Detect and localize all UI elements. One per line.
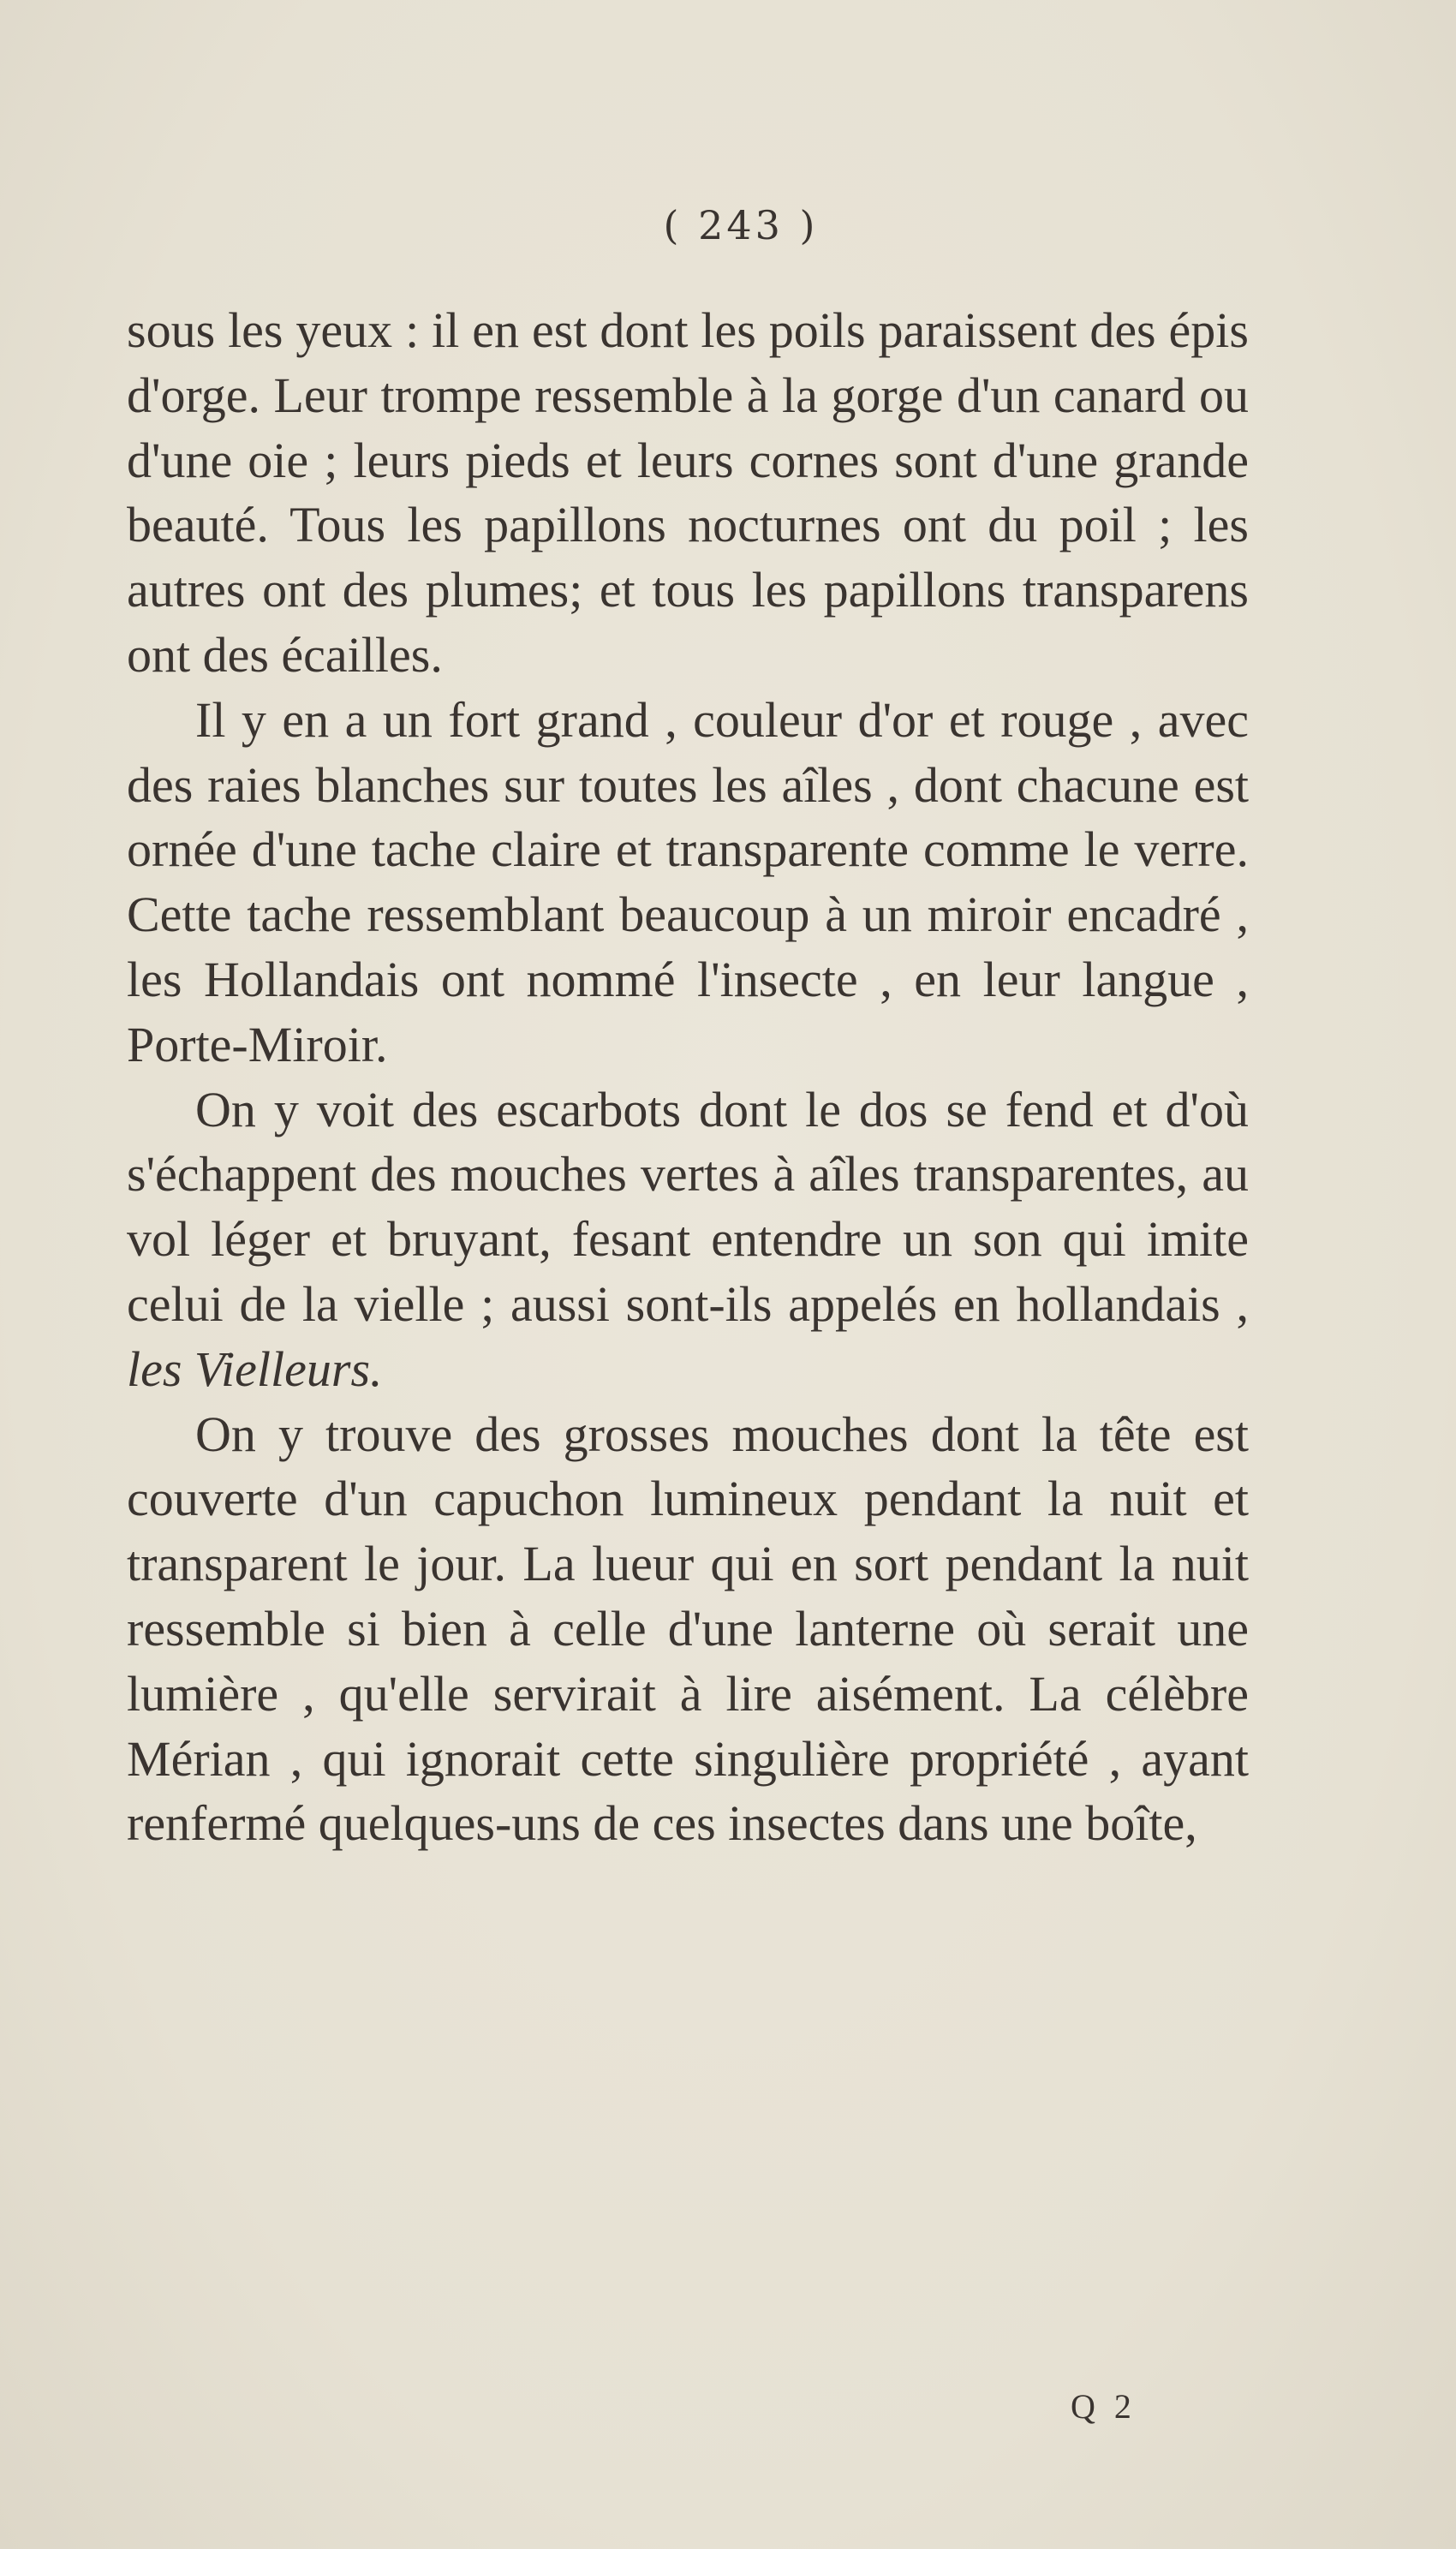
body-text [127, 298, 1249, 1856]
signature-mark: Q 2 [1071, 2387, 1137, 2426]
paragraph-1-text: sous les yeux : il en est dont les poils paraissent des épis d'orge. Leur trompe ressemble à la gorge d'un canard ou d'une oie ; leurs pieds et leurs cornes sont d'une grande beauté. Tous les papillons nocturnes ont du poil ; les autres ont des plumes; et tous les papillons transparens ont des écailles. [127, 302, 1249, 683]
paragraph-1 [127, 298, 1249, 688]
paragraph-4 [127, 1402, 1249, 1857]
paragraph-4-text: On y trouve des grosses mouches dont la tête est couverte d'un capuchon lumineux pendant la nuit et transparent le jour. La lueur qui en sort pendant la nuit ressemble si bien à celle d'une lanterne où serait une lumière , qu'elle servirait à lire aisément. La célèbre Mérian , qui ignorait cette singulière propriété , ayant renfermé quelques-uns de ces insectes dans une boîte, [127, 1406, 1249, 1852]
paragraph-2 [127, 688, 1249, 1078]
paragraph-3 [127, 1078, 1249, 1402]
paragraph-3-text: On y voit des escarbots dont le dos se fend et d'où s'échappent des mouches vertes à aîles transparentes, au vol léger et bruyant, fesant entendre un son qui imite celui de la vielle ; aussi sont-ils appelés en hollandais , [127, 1081, 1249, 1332]
paragraph-3-italic: les Vielleurs. [127, 1340, 383, 1397]
page-number: ( 243 ) [663, 202, 819, 248]
paragraph-2-text: Il y en a un fort grand , couleur d'or et rouge , avec des raies blanches sur toutes les aîles , dont chacune est ornée d'une tache claire et transparente comme le verre. Cette tache ressemblant beaucoup à un miroir encadré , les Hollandais ont nommé l'insecte , en leur langue , Porte-Miroir. [127, 691, 1249, 1072]
